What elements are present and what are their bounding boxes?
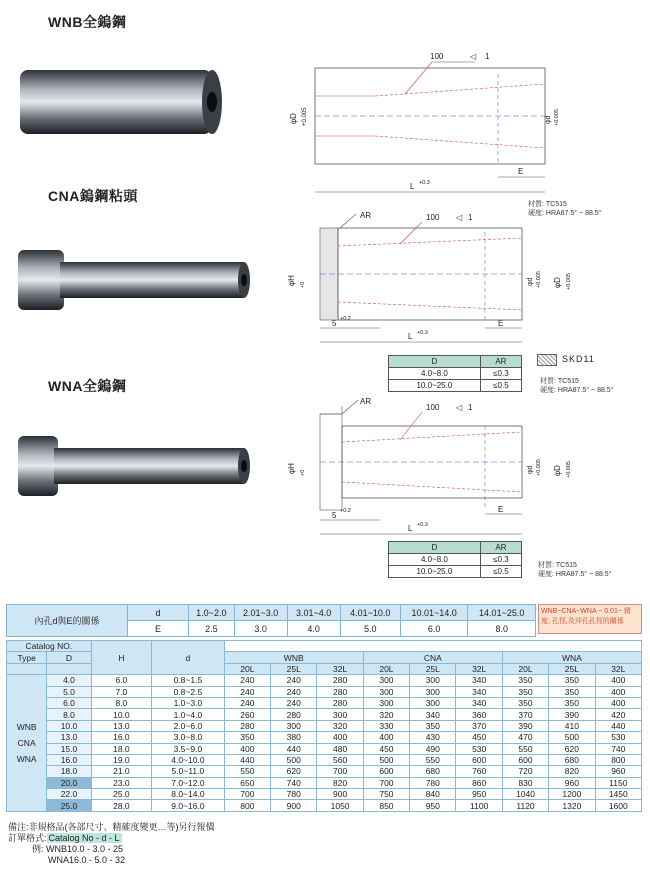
- table-cell: 530: [595, 732, 641, 743]
- svg-text:◁: ◁: [456, 213, 463, 222]
- skd-hatch-swatch: [537, 354, 557, 366]
- table-cell: 650: [224, 777, 270, 788]
- table-cell: 8.0: [47, 709, 91, 720]
- table-cell: 900: [271, 800, 317, 811]
- table-cell: 300: [410, 675, 456, 686]
- table-cell: 21.0: [91, 766, 151, 777]
- spec-type-label: CNA: [17, 738, 36, 749]
- relation-d-value: 14.01~25.0: [468, 605, 536, 621]
- skd-label: SKD11: [562, 354, 595, 364]
- ar-cell: ≤0.3: [480, 368, 521, 380]
- wna-H-tol: +0: [300, 469, 306, 476]
- cna-pin-photo: [14, 248, 254, 314]
- wnb-pin-photo: [14, 64, 224, 144]
- table-cell: 400: [595, 675, 641, 686]
- table-cell: 280: [271, 709, 317, 720]
- table-cell: 240: [271, 675, 317, 686]
- wna-phiH-label: φH: [287, 463, 296, 474]
- table-cell: 1200: [549, 789, 595, 800]
- table-cell: 860: [456, 777, 502, 788]
- svg-text:◁: ◁: [456, 403, 463, 412]
- relation-d-value: 3.01~4.0: [287, 605, 340, 621]
- table-cell: 500: [549, 732, 595, 743]
- table-cell: 280: [317, 697, 363, 708]
- wna-phid-label: φd: [527, 465, 534, 474]
- table-cell: 500: [271, 754, 317, 765]
- wna-phid-tol: +0.005: [536, 459, 542, 476]
- table-cell: 320: [363, 709, 409, 720]
- spec-type-cell: [7, 675, 47, 812]
- table-cell: 9.0~16.0: [152, 800, 225, 811]
- table-cell: 1600: [595, 800, 641, 811]
- wnb-phid-label: φd: [545, 115, 552, 124]
- ar-header-ar: AR: [480, 542, 521, 554]
- relation-e-value: 8.0: [468, 621, 536, 637]
- notes-block: [8, 822, 215, 866]
- notes-example-1: WNB10.0 - 3.0 - 25: [46, 844, 124, 854]
- spec-header-D: D: [47, 652, 91, 663]
- wna-title: WNA全鎢鋼: [48, 378, 127, 394]
- spec-group-header: WNB: [224, 652, 363, 663]
- cna-material: [540, 377, 614, 395]
- table-cell: 240: [271, 697, 317, 708]
- notes-example-2: WNA16.0 - 5.0 - 32: [48, 855, 126, 865]
- relation-e-value: 2.5: [189, 621, 235, 637]
- wna-phiD-tol: +0.005: [566, 461, 572, 478]
- table-cell: 0.8~1.5: [152, 675, 225, 686]
- table-cell: 350: [549, 675, 595, 686]
- ar-cell: 4.0~8.0: [389, 554, 481, 566]
- table-row: [7, 732, 642, 743]
- table-cell: 6.0: [47, 697, 91, 708]
- cna-phid-tol: +0.005: [536, 271, 542, 288]
- wnb-L-label: L: [410, 182, 415, 191]
- table-cell: 1120: [502, 800, 548, 811]
- table-cell: 380: [271, 732, 317, 743]
- cna-phiD-label: φD: [553, 277, 562, 288]
- table-cell: 800: [224, 800, 270, 811]
- notes-example-line-2: [8, 855, 215, 866]
- table-row: [7, 675, 642, 686]
- table-cell: 3.5~9.0: [152, 743, 225, 754]
- table-cell: 720: [502, 766, 548, 777]
- table-cell: 480: [317, 743, 363, 754]
- table-cell: 820: [549, 766, 595, 777]
- cna-H-tol: +0: [300, 281, 306, 288]
- table-cell: 5.0~11.0: [152, 766, 225, 777]
- spec-length-header: 20L: [502, 663, 548, 674]
- table-cell: 25.0: [47, 800, 91, 811]
- ar-cell: 4.0~8.0: [389, 368, 481, 380]
- spec-table: [6, 640, 642, 812]
- table-cell: 600: [363, 766, 409, 777]
- wna-slope-one: 1: [468, 403, 473, 412]
- cna-E-label: E: [498, 319, 504, 328]
- table-row: [7, 743, 642, 754]
- table-row: [7, 697, 642, 708]
- ar-header-ar: AR: [480, 356, 521, 368]
- table-cell: 25.0: [91, 789, 151, 800]
- table-cell: 420: [595, 709, 641, 720]
- table-cell: 20.0: [47, 777, 91, 788]
- table-row: [7, 766, 642, 777]
- table-cell: 1150: [595, 777, 641, 788]
- table-cell: 560: [317, 754, 363, 765]
- table-cell: 820: [317, 777, 363, 788]
- table-row: [7, 777, 642, 788]
- table-cell: 340: [456, 675, 502, 686]
- ar-cell: ≤0.3: [480, 554, 521, 566]
- wna-L-tol: +0.3: [417, 522, 428, 528]
- wnb-E-label: E: [518, 167, 524, 176]
- table-cell: 3.0~8.0: [152, 732, 225, 743]
- wnb-phiD-label: φD: [289, 113, 298, 124]
- relation-d-value: 2.01~3.0: [234, 605, 287, 621]
- table-cell: 440: [224, 754, 270, 765]
- relation-e-label: E: [128, 621, 189, 637]
- relation-d-value: 1.0~2.0: [189, 605, 235, 621]
- spec-length-header: 25L: [271, 663, 317, 674]
- cna-phid-label: φd: [527, 277, 534, 286]
- relation-d-value: 10.01~14.0: [400, 605, 468, 621]
- wna-ar-table: [388, 541, 522, 578]
- relation-e-value: 6.0: [400, 621, 468, 637]
- table-row: [7, 789, 642, 800]
- table-cell: 960: [595, 766, 641, 777]
- wna-E-label: E: [498, 505, 504, 514]
- cna-drawing: [280, 208, 580, 348]
- cna-L-label: L: [408, 332, 413, 341]
- table-cell: 1450: [595, 789, 641, 800]
- wnb-material-line2: 硬度: HRA87.5° ~ 88.5°: [528, 210, 602, 217]
- table-cell: 13.0: [91, 720, 151, 731]
- table-cell: 700: [317, 766, 363, 777]
- table-cell: 850: [363, 800, 409, 811]
- table-cell: 620: [271, 766, 317, 777]
- table-row: [7, 686, 642, 697]
- cna-L-tol: +0.3: [417, 330, 428, 336]
- d-e-relation-table: [6, 604, 536, 637]
- table-row: [7, 754, 642, 765]
- table-cell: 10.0: [91, 709, 151, 720]
- table-cell: 430: [410, 732, 456, 743]
- spec-length-header: 25L: [410, 663, 456, 674]
- table-cell: 240: [271, 686, 317, 697]
- wna-five-label: 5: [332, 511, 337, 520]
- spec-header-empty: [47, 663, 91, 674]
- table-cell: 440: [595, 720, 641, 731]
- wna-material: [538, 561, 612, 579]
- cna-slope-label: 100: [426, 213, 440, 222]
- table-cell: 400: [363, 732, 409, 743]
- table-cell: 15.0: [47, 743, 91, 754]
- wnb-drawing: [280, 44, 580, 204]
- table-cell: 300: [410, 697, 456, 708]
- table-cell: 1040: [502, 789, 548, 800]
- table-cell: 280: [224, 720, 270, 731]
- table-cell: 350: [502, 675, 548, 686]
- table-cell: 350: [224, 732, 270, 743]
- table-cell: 900: [317, 789, 363, 800]
- wna-pin-photo: [14, 434, 254, 500]
- cna-phiD-tol: +0.005: [566, 273, 572, 290]
- table-cell: 370: [502, 709, 548, 720]
- table-cell: 470: [502, 732, 548, 743]
- table-cell: 350: [410, 720, 456, 731]
- ar-header-d: D: [389, 542, 481, 554]
- table-row: [7, 720, 642, 731]
- wna-phiD-label: φD: [553, 465, 562, 476]
- wna-drawing: [280, 396, 580, 540]
- table-cell: 330: [363, 720, 409, 731]
- table-cell: 1.0~3.0: [152, 697, 225, 708]
- table-cell: 1100: [456, 800, 502, 811]
- table-cell: 18.0: [47, 766, 91, 777]
- ar-cell: ≤0.5: [480, 566, 521, 578]
- table-cell: 280: [317, 686, 363, 697]
- spec-type-label: WNB: [16, 722, 37, 733]
- table-cell: 300: [363, 697, 409, 708]
- relation-d-value: 4.01~10.0: [340, 605, 400, 621]
- table-cell: 300: [410, 686, 456, 697]
- cna-phiH-label: φH: [287, 275, 296, 286]
- table-cell: 740: [271, 777, 317, 788]
- table-cell: 600: [456, 754, 502, 765]
- cna-material-line1: 材質: TC515: [540, 378, 579, 385]
- table-cell: 7.0: [91, 686, 151, 697]
- table-cell: 760: [456, 766, 502, 777]
- spec-header-type: Type: [7, 652, 47, 663]
- notes-remark: 備注:非規格品(各部尺寸、精確度變更…等)另行報價: [8, 822, 215, 832]
- table-cell: 370: [456, 720, 502, 731]
- notes-example-line-1: [8, 844, 215, 855]
- spec-header-H: H: [91, 641, 151, 675]
- table-cell: 260: [224, 709, 270, 720]
- table-cell: 340: [456, 697, 502, 708]
- table-cell: 340: [410, 709, 456, 720]
- notes-order-line: [8, 833, 215, 844]
- spec-length-header: 32L: [456, 663, 502, 674]
- spec-type-label: WNA: [16, 754, 37, 765]
- ar-cell: ≤0.5: [480, 380, 521, 392]
- notes-order-label: 訂單格式:: [8, 833, 47, 843]
- table-cell: 490: [410, 743, 456, 754]
- cna-five-label: 5: [332, 319, 337, 328]
- table-cell: 950: [456, 789, 502, 800]
- table-cell: 400: [595, 697, 641, 708]
- table-cell: 400: [317, 732, 363, 743]
- table-cell: 5.0: [47, 686, 91, 697]
- cna-material-line2: 硬度: HRA87.5° ~ 88.5°: [540, 387, 614, 394]
- wna-material-line2: 硬度: HRA87.5° ~ 88.5°: [538, 571, 612, 578]
- table-cell: 550: [502, 743, 548, 754]
- wnb-phiD-tol: +0.005: [302, 107, 308, 126]
- table-cell: 390: [502, 720, 548, 731]
- table-cell: 800: [595, 754, 641, 765]
- wna-ar-label: AR: [360, 397, 372, 406]
- ar-header-d: D: [389, 356, 481, 368]
- table-cell: 8.0~14.0: [152, 789, 225, 800]
- svg-text:◁: ◁: [470, 52, 477, 61]
- table-cell: 360: [456, 709, 502, 720]
- table-cell: 300: [363, 675, 409, 686]
- spec-header-blank: [224, 641, 641, 652]
- spec-length-header: 32L: [595, 663, 641, 674]
- spec-group-header: WNA: [502, 652, 641, 663]
- wna-slope-label: 100: [426, 403, 440, 412]
- notes-order-format: Catalog No - d - L: [48, 833, 120, 843]
- table-cell: 240: [224, 686, 270, 697]
- cna-title: CNA鎢鋼粘頭: [48, 188, 138, 204]
- table-cell: 18.0: [91, 743, 151, 754]
- wnb-material-line1: 材質: TC515: [528, 201, 567, 208]
- ar-cell: 10.0~25.0: [389, 380, 481, 392]
- table-cell: 450: [363, 743, 409, 754]
- wna-L-label: L: [408, 524, 413, 533]
- wnb-L-tol: +0.3: [419, 180, 430, 186]
- table-cell: 4.0: [47, 675, 91, 686]
- table-cell: 350: [549, 697, 595, 708]
- wnb-slope-one: 1: [485, 52, 490, 61]
- table-cell: 22.0: [47, 789, 91, 800]
- table-cell: 16.0: [47, 754, 91, 765]
- table-cell: 240: [224, 675, 270, 686]
- table-cell: 680: [549, 754, 595, 765]
- table-cell: 450: [456, 732, 502, 743]
- table-cell: 740: [595, 743, 641, 754]
- table-cell: 300: [271, 720, 317, 731]
- table-cell: 300: [363, 686, 409, 697]
- table-row: [7, 709, 642, 720]
- wna-material-line1: 材質: TC515: [538, 562, 577, 569]
- wnb-title: WNB全鎢鋼: [48, 14, 127, 30]
- table-cell: 400: [224, 743, 270, 754]
- spec-group-header: CNA: [363, 652, 502, 663]
- table-row: [7, 800, 642, 811]
- table-cell: 320: [317, 720, 363, 731]
- table-cell: 600: [502, 754, 548, 765]
- table-cell: 700: [224, 789, 270, 800]
- table-cell: 550: [410, 754, 456, 765]
- table-cell: 8.0: [91, 697, 151, 708]
- table-cell: 4.0~10.0: [152, 754, 225, 765]
- table-cell: 28.0: [91, 800, 151, 811]
- table-cell: 2.0~6.0: [152, 720, 225, 731]
- table-cell: 13.0: [47, 732, 91, 743]
- table-cell: 780: [410, 777, 456, 788]
- table-cell: 350: [549, 686, 595, 697]
- table-cell: 7.0~12.0: [152, 777, 225, 788]
- cna-slope-one: 1: [468, 213, 473, 222]
- table-cell: 400: [595, 686, 641, 697]
- table-cell: 840: [410, 789, 456, 800]
- table-cell: 1.0~4.0: [152, 709, 225, 720]
- spec-length-header: 32L: [317, 663, 363, 674]
- spec-length-header: 20L: [224, 663, 270, 674]
- relation-e-value: 4.0: [287, 621, 340, 637]
- table-cell: 950: [410, 800, 456, 811]
- table-cell: 620: [549, 743, 595, 754]
- spec-length-header: 25L: [549, 663, 595, 674]
- table-cell: 440: [271, 743, 317, 754]
- table-cell: 0.8~2.5: [152, 686, 225, 697]
- cna-five-tol: +0.2: [340, 316, 351, 322]
- table-cell: 780: [271, 789, 317, 800]
- table-cell: 19.0: [91, 754, 151, 765]
- relation-e-value: 5.0: [340, 621, 400, 637]
- cna-ar-table: [388, 355, 522, 392]
- table-cell: 410: [549, 720, 595, 731]
- table-cell: 960: [549, 777, 595, 788]
- relation-stamp-note: WNB~CNA~WNA ~ 0.01~ 精度, 孔徑,及沖孔孔徑的關係: [538, 604, 642, 634]
- cna-ar-label: AR: [360, 211, 372, 220]
- table-cell: 350: [502, 686, 548, 697]
- table-cell: 280: [317, 675, 363, 686]
- wnb-phid-tol: +0.005: [554, 109, 560, 126]
- relation-e-value: 3.0: [234, 621, 287, 637]
- table-cell: 1320: [549, 800, 595, 811]
- spec-length-header: 20L: [363, 663, 409, 674]
- table-cell: 550: [224, 766, 270, 777]
- ar-cell: 10.0~25.0: [389, 566, 481, 578]
- notes-example-label: 例:: [32, 844, 44, 854]
- table-cell: 530: [456, 743, 502, 754]
- table-cell: 500: [363, 754, 409, 765]
- table-cell: 350: [502, 697, 548, 708]
- table-cell: 340: [456, 686, 502, 697]
- table-cell: 10.0: [47, 720, 91, 731]
- spec-header-catalog: Catalog NO.: [7, 641, 92, 652]
- table-cell: 300: [317, 709, 363, 720]
- wnb-slope-label: 100: [430, 52, 444, 61]
- spec-header-d: d: [152, 641, 225, 675]
- table-cell: 750: [363, 789, 409, 800]
- relation-d-label: d: [128, 605, 189, 621]
- table-cell: 830: [502, 777, 548, 788]
- table-cell: 700: [363, 777, 409, 788]
- table-cell: 390: [549, 709, 595, 720]
- table-cell: 23.0: [91, 777, 151, 788]
- spec-header-empty: [7, 663, 47, 674]
- table-cell: 1050: [317, 800, 363, 811]
- table-cell: 240: [224, 697, 270, 708]
- table-cell: 16.0: [91, 732, 151, 743]
- table-cell: 680: [410, 766, 456, 777]
- relation-label: 內孔d與E的關係: [7, 605, 128, 637]
- table-cell: 6.0: [91, 675, 151, 686]
- wna-five-tol: +0.2: [340, 508, 351, 514]
